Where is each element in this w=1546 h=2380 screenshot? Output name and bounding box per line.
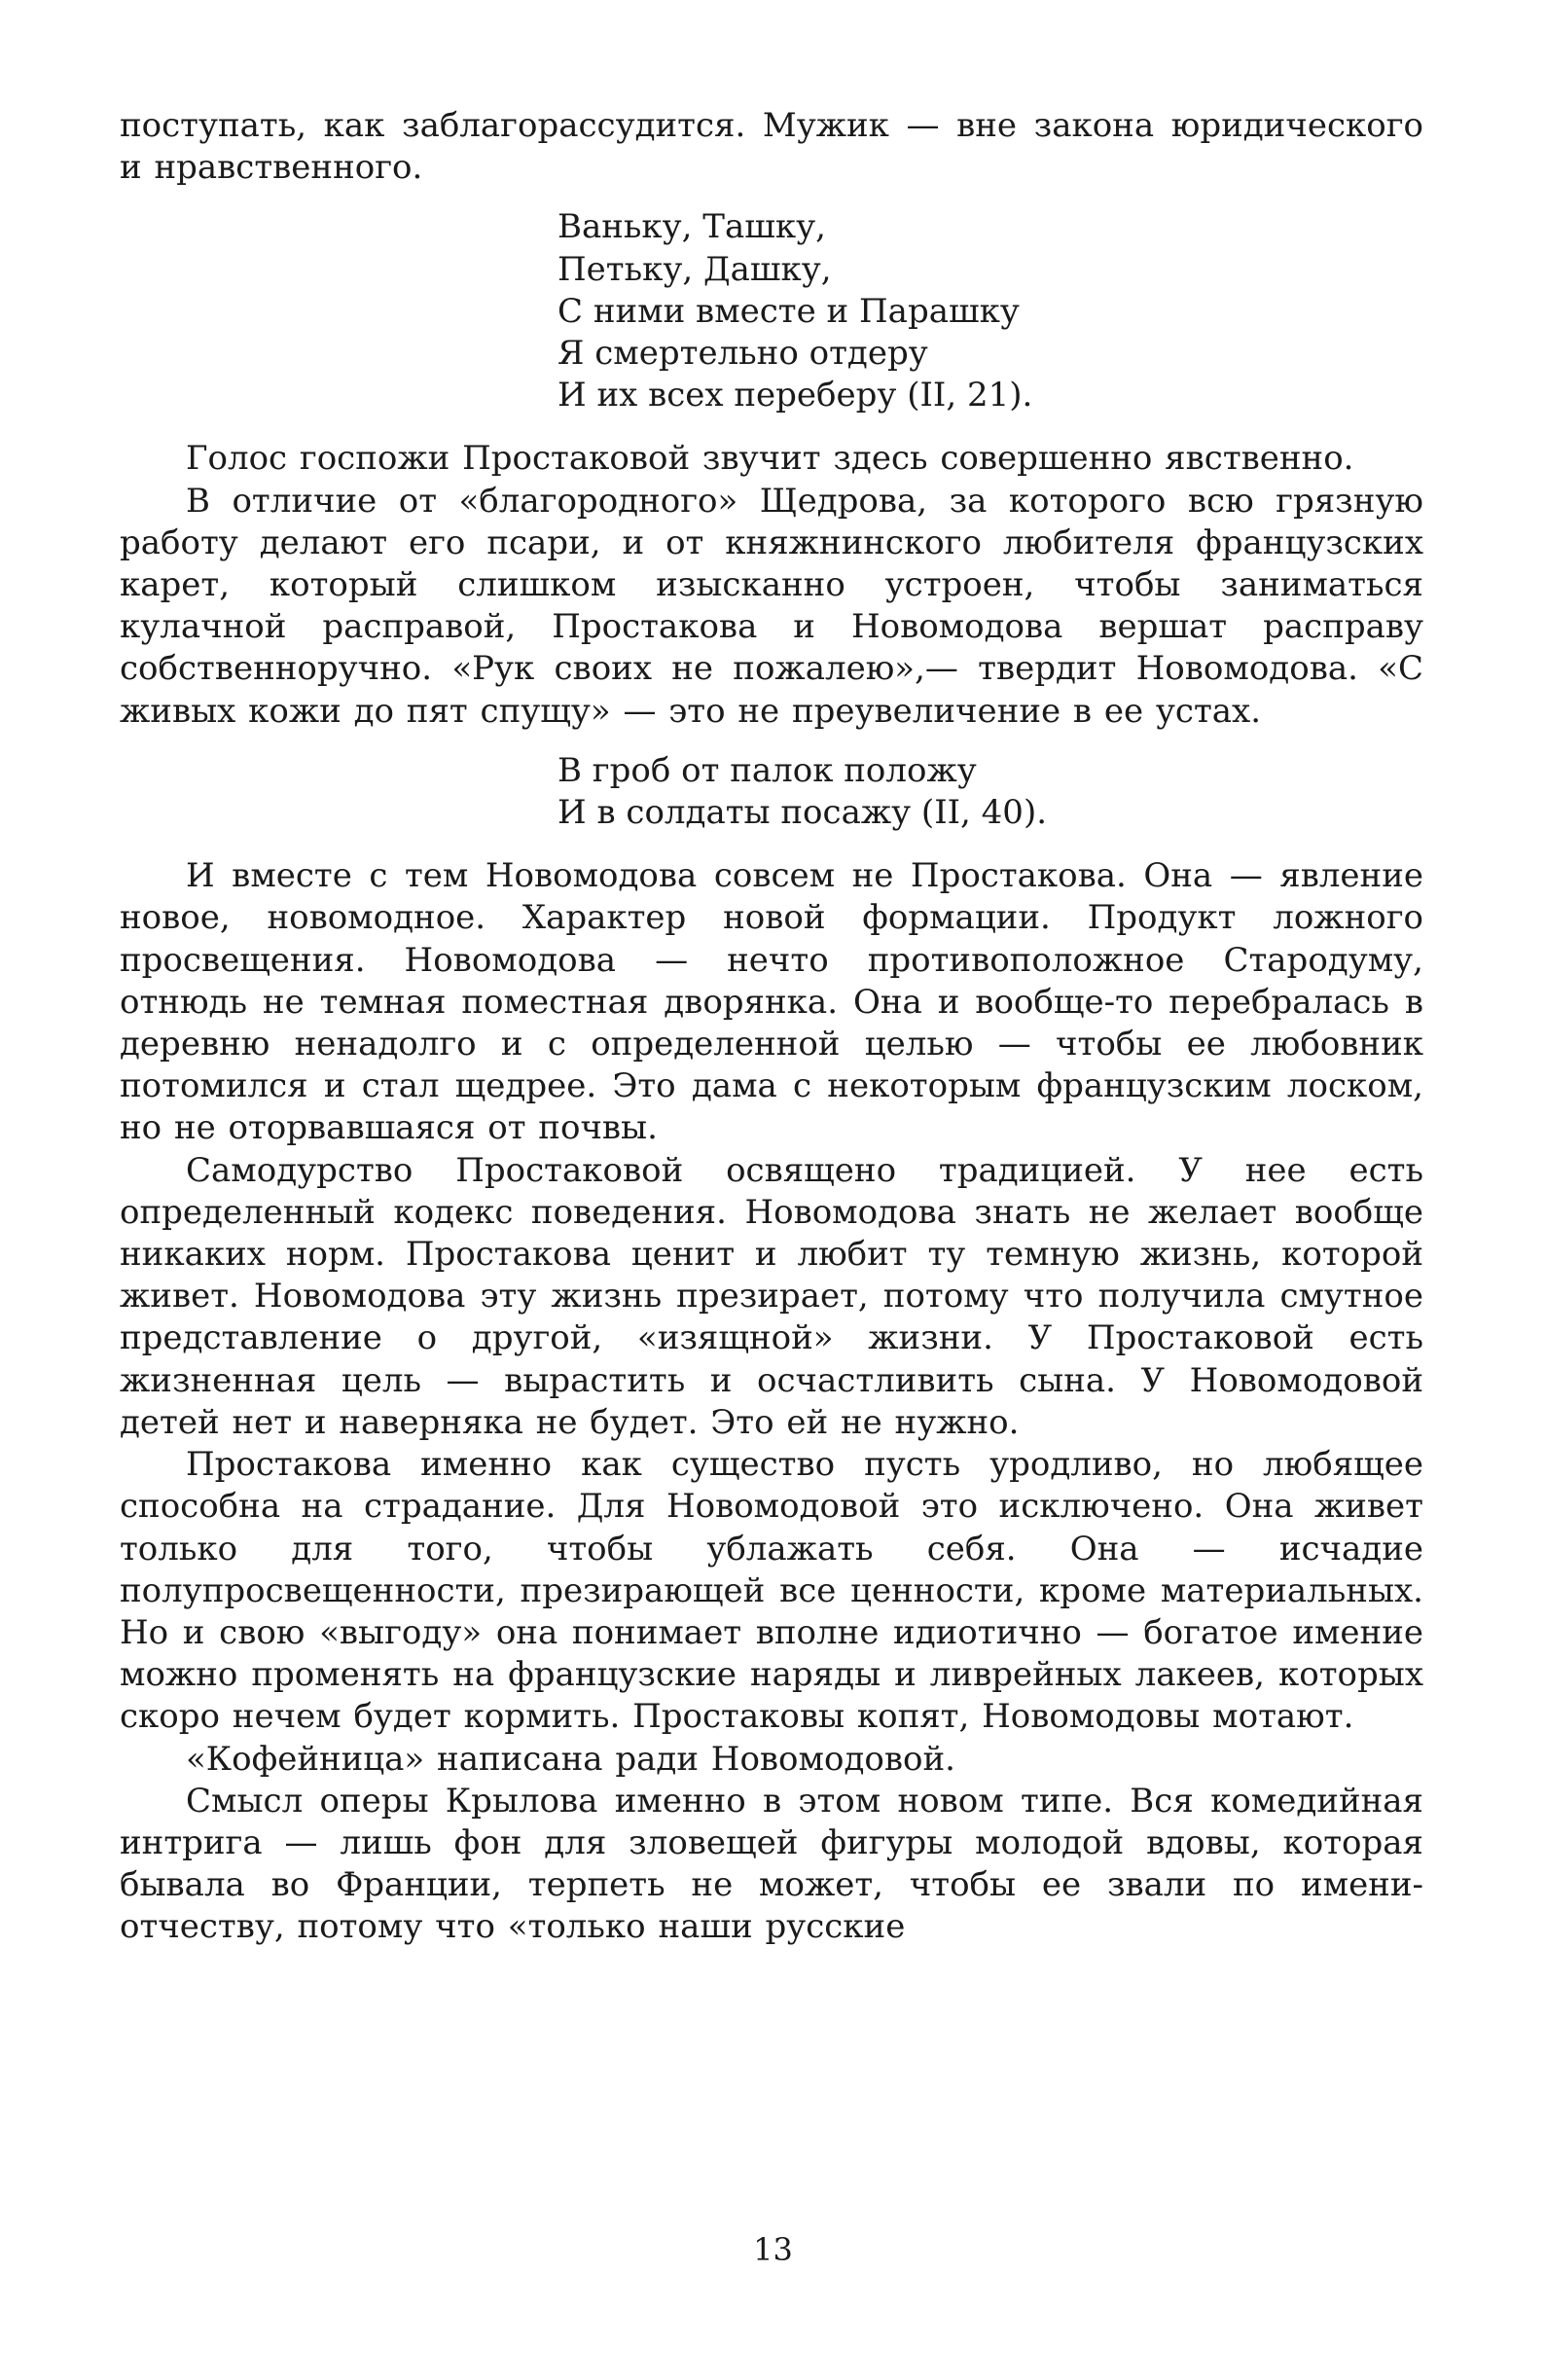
paragraph-continued: поступать, как заблагорассудится. Мужик — вне закона юридического и нравственного.	[120, 106, 1423, 188]
paragraph: В отличие от «благородного» Щедрова, за которого всю грязную работу делают его псари, и от княжнинского любителя французских карет, который слишком изысканно устроен, чтобы заниматься кулачной расправой, Простакова и Новомодова вершат расправу собственноручно. «Рук своих не пожалею»,— твердит Новомодова. «С живых кожи до пят спущу» — это не преувеличение в ее устах.	[120, 481, 1423, 731]
verse-line: И в солдаты посажу (II, 40).	[557, 793, 1048, 833]
paragraph: И вместе с тем Новомодова совсем не Простакова. Она — явление новое, новомодное. Характер новой формации. Продукт ложного просвещения. Новомодова — нечто противоположное Стародуму, отнюдь не темная поместная дворянка. Она и вообще-то перебралась в деревню ненадолго и с определенной целью — чтобы ее любовник потомился и стал щедрее. Это дама с некоторым французским лоском, но не оторвавшаяся от почвы.	[120, 856, 1423, 1148]
verse-line: Я смертельно отдеру	[557, 334, 928, 374]
verse-line: Петьку, Дашку,	[557, 249, 832, 289]
verse-quote-2	[557, 750, 1423, 834]
paragraph: Простакова именно как существо пусть уродливо, но любящее способна на страдание. Для Новомодовой это исключено. Она живет только для того, чтобы ублажать себя. Она — исчадие полупросвещенности, презирающей все ценности, кроме материальных. Но и свою «выгоду» она понимает вполне идиотично — богатое имение можно променять на французские наряды и ливрейных лакеев, которых скоро нечем будет кормить. Простаковы копят, Новомодовы мотают.	[120, 1445, 1423, 1737]
paragraph: Самодурство Простаковой освящено традицией. У нее есть определенный кодекс поведения. Новомодова знать не желает вообще никаких норм. Простакова ценит и любит ту темную жизнь, которой живет. Новомодова эту жизнь презирает, потому что получила смутное представление о другой, «изящной» жизни. У Простаковой есть жизненная цель — вырастить и осчастливить сына. У Новомодовой детей нет и наверняка не будет. Это ей не нужно.	[120, 1150, 1423, 1442]
verse-line: В гроб от палок положу	[557, 750, 977, 790]
verse-line: Ваньку, Ташку,	[557, 207, 826, 247]
page-number: 13	[753, 2231, 793, 2268]
verse-quote-1	[557, 206, 1423, 416]
verse-line: С ними вместе и Парашку	[557, 291, 1020, 331]
paragraph: Голос госпожи Простаковой звучит здесь совершенно явственно.	[186, 439, 1354, 479]
verse-line: И их всех переберу (II, 21).	[557, 376, 1033, 415]
paragraph: Смысл оперы Крылова именно в этом новом типе. Вся комедийная интрига — лишь фон для зловещей фигуры молодой вдовы, которая бывала во Франции, терпеть не может, чтобы ее звали по имени-отчеству, потому что «только наши русские	[120, 1781, 1423, 1947]
page-body	[120, 105, 1423, 1949]
paragraph: «Кофейница» написана ради Новомодовой.	[186, 1739, 955, 1779]
